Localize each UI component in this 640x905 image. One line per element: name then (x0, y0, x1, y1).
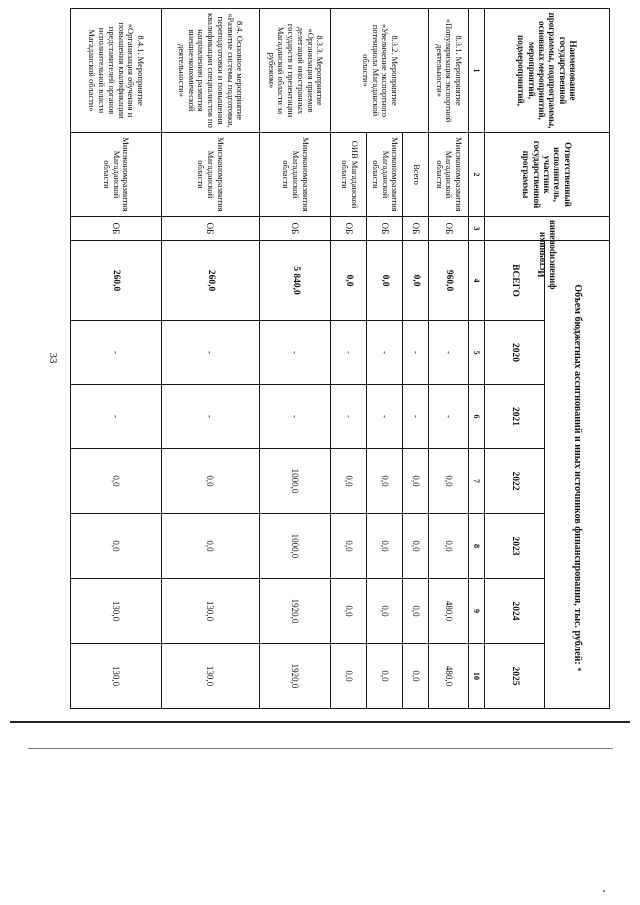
column-number: 1 (469, 9, 485, 133)
column-number: 6 (469, 385, 485, 449)
row-value: 0,0 (367, 579, 403, 644)
row-value: 0,0 (403, 579, 429, 644)
row-value: - (403, 385, 429, 449)
row-value: - (331, 321, 367, 385)
column-number: 5 (469, 321, 485, 385)
scan-speck (603, 890, 605, 892)
header-year: 2021 (484, 385, 544, 449)
row-value: 0,0 (71, 514, 162, 579)
row-total: 5 840,0 (259, 241, 331, 321)
header-row (545, 9, 610, 709)
scan-divider-line (28, 748, 613, 749)
row-value: - (428, 321, 468, 385)
column-numbers-row (469, 9, 485, 709)
row-total: 260,0 (161, 241, 259, 321)
row-value: 130,0 (161, 644, 259, 709)
row-value: 0,0 (161, 449, 259, 514)
row-value: 0,0 (403, 514, 429, 579)
row-value: 0,0 (331, 644, 367, 709)
row-total: 0,0 (367, 241, 403, 321)
column-number: 8 (469, 514, 485, 579)
header-total: ВСЕГО (484, 241, 544, 321)
column-number: 2 (469, 133, 485, 217)
row-value: 0,0 (428, 449, 468, 514)
header-name: Наименование государственной программы, подпрограммы, основных мероприятий, мероприятий, подмероприятий, (484, 9, 609, 133)
page-number: 33 (47, 352, 59, 364)
row-value: 0,0 (331, 514, 367, 579)
table-row (71, 9, 162, 709)
row-responsible: Минэкономразвития Магаданской области (367, 133, 403, 217)
row-value: - (331, 385, 367, 449)
table-row (428, 9, 468, 709)
row-value: 130,0 (161, 579, 259, 644)
row-responsible: Минэкономразвития Магаданской области (71, 133, 162, 217)
row-name: 8.3.3. Мероприятие «Организация приемов делегаций иностранных государств и презентации Магаданской области за рубежом» (259, 9, 331, 133)
row-value: 1000,0 (259, 449, 331, 514)
row-responsible: Минэкономразвития Магаданской области (259, 133, 331, 217)
row-name: 8.3.1. Мероприятие «Популяризация экспортной деятельности» (428, 9, 468, 133)
row-name: 8.4.1. Мероприятие «Организация обучения и повышения квалификации представителей органов исполнительной власти Магаданской области» (71, 9, 162, 133)
row-responsible: Всего (403, 133, 429, 217)
row-source: ОБ (428, 217, 468, 241)
row-value: - (71, 385, 162, 449)
table-row (259, 9, 331, 709)
row-value: 480,0 (428, 644, 468, 709)
header-source-text: Источники финансирования (536, 219, 558, 290)
row-value: 130,0 (71, 644, 162, 709)
header-funding: Объем бюджетных ассигнований и иных источников финансирования, тыс. рублей: (545, 241, 610, 709)
row-value: 0,0 (403, 644, 429, 709)
column-number: 3 (469, 217, 485, 241)
scan-speck (578, 668, 581, 671)
header-year: 2022 (484, 449, 544, 514)
row-value: 1000,0 (259, 514, 331, 579)
row-value: 0,0 (331, 449, 367, 514)
row-total: 960,0 (428, 241, 468, 321)
row-value: 0,0 (428, 514, 468, 579)
row-value: 0,0 (403, 449, 429, 514)
row-value: - (71, 321, 162, 385)
row-responsible: Минэкономразвития Магаданской области (428, 133, 468, 217)
column-number: 7 (469, 449, 485, 514)
row-name: 8.4. Основное мероприятие «Развитие системы подготовки, переподготовки и повышения квалификации специалистов по направлению развития внешнеэкономической деятельности» (161, 9, 259, 133)
row-total: 0,0 (403, 241, 429, 321)
header-year: 2024 (484, 579, 544, 644)
row-name: 8.3.2. Мероприятие «Увеличение экспортного потенциала Магаданской области» (331, 9, 429, 133)
row-value: - (403, 321, 429, 385)
column-number: 9 (469, 579, 485, 644)
row-value: 0,0 (331, 579, 367, 644)
row-value: 130,0 (71, 579, 162, 644)
row-value: - (259, 385, 331, 449)
row-value: - (161, 321, 259, 385)
table-row (403, 9, 429, 709)
column-number: 4 (469, 241, 485, 321)
row-source: ОБ (161, 217, 259, 241)
row-source: ОБ (71, 217, 162, 241)
row-value: 1920,0 (259, 579, 331, 644)
header-year: 2023 (484, 514, 544, 579)
funding-table (70, 8, 610, 709)
header-responsible: Ответственный исполнитель, участник государственной программы (484, 133, 609, 217)
row-value: - (161, 385, 259, 449)
row-source: ОБ (403, 217, 429, 241)
row-value: 0,0 (367, 514, 403, 579)
row-source: ОБ (367, 217, 403, 241)
table-row (161, 9, 259, 709)
column-number: 10 (469, 644, 485, 709)
row-value: - (367, 385, 403, 449)
row-value: - (428, 385, 468, 449)
row-source: ОБ (331, 217, 367, 241)
scan-divider-line (10, 721, 630, 723)
row-value: 0,0 (161, 514, 259, 579)
row-value: 0,0 (367, 644, 403, 709)
row-responsible: ОИВ Магаданской области (331, 133, 367, 217)
header-year: 2020 (484, 321, 544, 385)
row-value: - (367, 321, 403, 385)
row-value: - (259, 321, 331, 385)
row-value: 0,0 (367, 449, 403, 514)
row-value: 480,0 (428, 579, 468, 644)
rotated-table-area (70, 8, 610, 708)
row-value: 1920,0 (259, 644, 331, 709)
header-year: 2025 (484, 644, 544, 709)
row-responsible: Минэкономразвития Магаданской области (161, 133, 259, 217)
table-container (70, 8, 610, 708)
row-value: 0,0 (71, 449, 162, 514)
row-source: ОБ (259, 217, 331, 241)
row-total: 260,0 (71, 241, 162, 321)
row-total: 0,0 (331, 241, 367, 321)
